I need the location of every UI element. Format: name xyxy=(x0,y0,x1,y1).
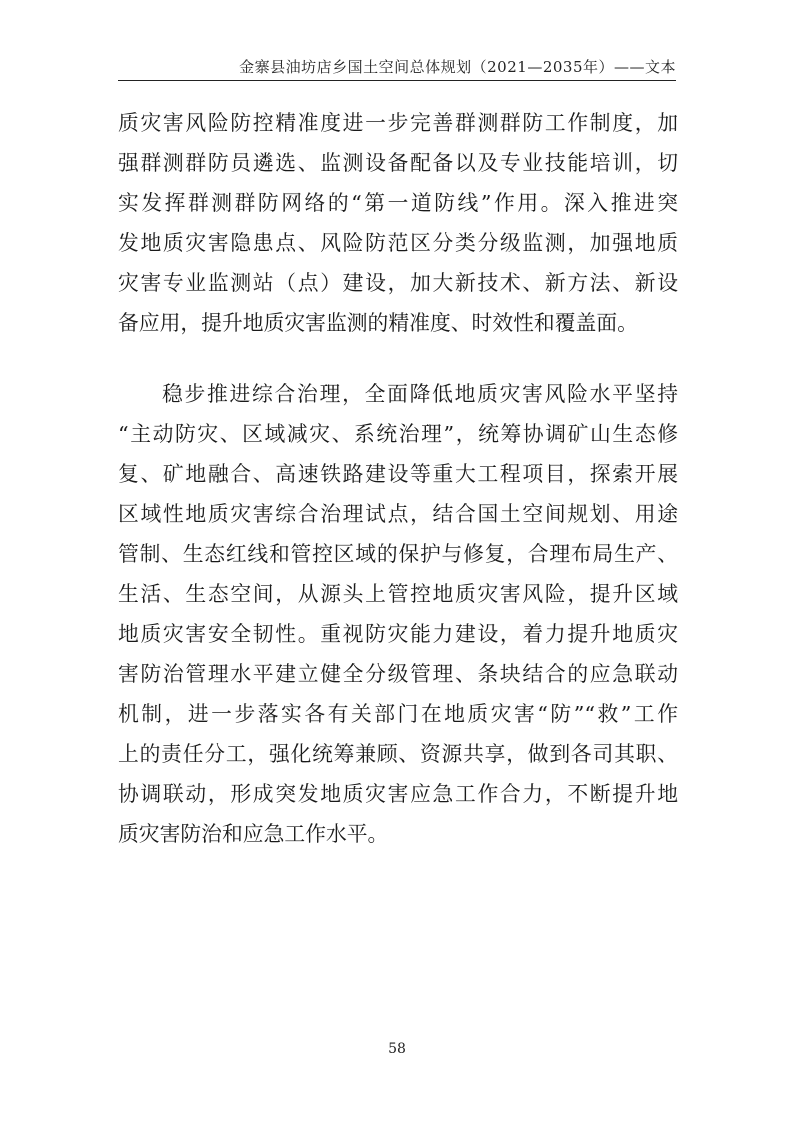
text-line: 协调联动，形成突发地质灾害应急工作合力，不断提升地 xyxy=(118,782,678,806)
page-body xyxy=(118,103,678,854)
text-line: 稳步推进综合治理，全面降低地质灾害风险水平坚持 xyxy=(162,382,678,406)
page-number: 58 xyxy=(388,1041,406,1057)
text-line: 上的责任分工，强化统筹兼顾、资源共享，做到各司其职、 xyxy=(118,742,678,766)
text-line: 机制，进一步落实各有关部门在地质灾害“防”“救”工作 xyxy=(118,702,678,726)
text-line: 质灾害防治和应急工作水平。 xyxy=(118,822,389,846)
text-line: 备应用，提升地质灾害监测的精准度、时效性和覆盖面。 xyxy=(118,311,638,335)
header-rule xyxy=(118,80,676,81)
text-line: 强群测群防员遴选、监测设备配备以及专业技能培训，切 xyxy=(118,151,678,175)
text-line: “主动防灾、区域减灾、系统治理”，统筹协调矿山生态修 xyxy=(118,422,678,446)
paragraph-spacer xyxy=(118,343,678,374)
text-line: 害防治管理水平建立健全分级管理、条块结合的应急联动 xyxy=(118,662,678,686)
text-line: 区域性地质灾害综合治理试点，结合国土空间规划、用途 xyxy=(118,502,678,526)
text-line: 灾害专业监测站（点）建设，加大新技术、新方法、新设 xyxy=(118,271,678,295)
text-line: 发地质灾害隐患点、风险防范区分类分级监测，加强地质 xyxy=(118,231,678,255)
paragraph-2 xyxy=(118,374,678,854)
text-line: 实发挥群测群防网络的“第一道防线”作用。深入推进突 xyxy=(118,191,678,215)
running-header: 金寨县油坊店乡国土空间总体规划（2021—2035年）——文本 xyxy=(239,58,676,76)
text-line: 生活、生态空间，从源头上管控地质灾害风险，提升区域 xyxy=(118,582,678,606)
paragraph-1 xyxy=(118,103,678,343)
text-line: 地质灾害安全韧性。重视防灾能力建设，着力提升地质灾 xyxy=(118,622,678,646)
text-line: 复、矿地融合、高速铁路建设等重大工程项目，探索开展 xyxy=(118,462,678,486)
text-line: 管制、生态红线和管控区域的保护与修复，合理布局生产、 xyxy=(118,542,678,566)
text-line: 质灾害风险防控精准度进一步完善群测群防工作制度，加 xyxy=(118,111,678,135)
